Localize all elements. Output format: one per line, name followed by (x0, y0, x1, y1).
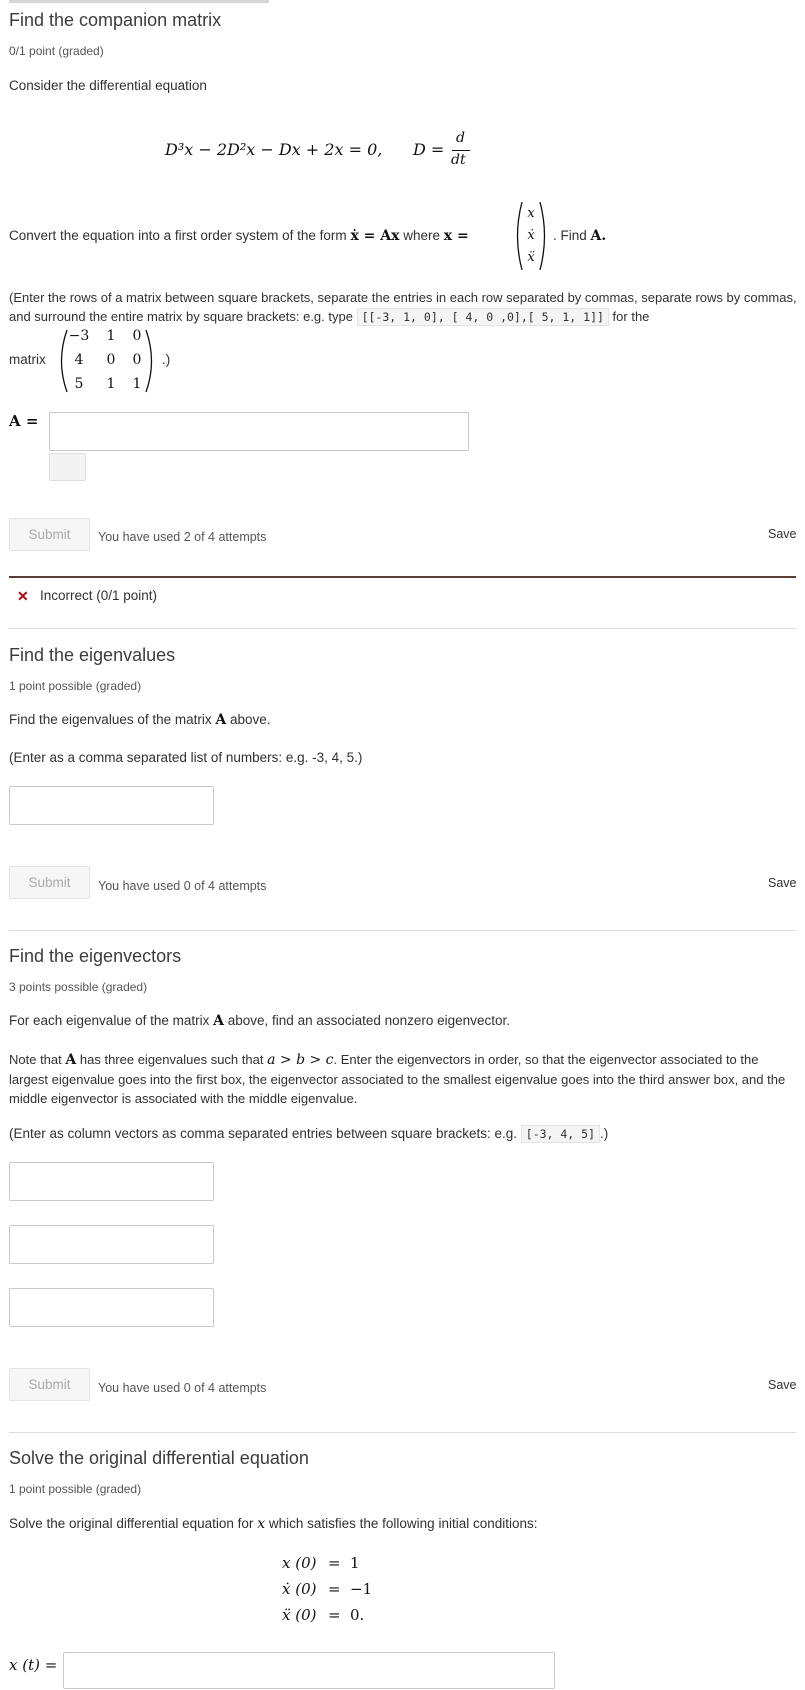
solution-input[interactable] (63, 1652, 555, 1689)
matrix-cell: 5 (74, 376, 84, 392)
save-button[interactable]: Save (768, 527, 797, 541)
preview-box (49, 453, 86, 481)
section-separator (9, 1432, 796, 1433)
initial-condition-rhs: −1 (350, 1580, 373, 1598)
prompt-text-1: For each eigenvalue of the matrix (9, 1013, 210, 1028)
points-label: 1 point possible (graded) (9, 679, 142, 693)
prompt-a: A (213, 1013, 224, 1029)
state-vector-left-paren (512, 200, 524, 272)
convert-equation: ẋ = Ax (350, 228, 400, 244)
section-title-eigenvectors: Find the eigenvectors (9, 946, 182, 966)
find-a: A. (590, 228, 607, 244)
eigenvector-input-3[interactable] (9, 1288, 214, 1327)
initial-condition-lhs: ẋ (0) (282, 1580, 317, 1598)
prompt-text-1: Find the eigenvalues of the matrix (9, 712, 212, 727)
points-label: 3 points possible (graded) (9, 980, 148, 994)
prompt-text-2: above. (230, 712, 271, 727)
convert-text (9, 228, 469, 244)
feedback-separator (9, 576, 796, 578)
eigenvectors-note (9, 1050, 799, 1108)
matrix-answer-input[interactable] (49, 412, 469, 451)
find-text: . Find (553, 228, 587, 243)
initial-condition-lhs: x (0) (282, 1554, 317, 1572)
section-title-solve: Solve the original differential equation (9, 1448, 309, 1468)
convert-text-1: Convert the equation into a first order system of the form (9, 228, 347, 243)
submit-button[interactable]: Submit (9, 1368, 90, 1401)
note-inequality: a > b > c (267, 1052, 334, 1068)
section-title-companion: Find the companion matrix (9, 10, 222, 30)
eigenvector-input-1[interactable] (9, 1162, 214, 1201)
state-vector-xddot: ẍ (527, 250, 535, 265)
equals-sign: = (328, 1554, 341, 1572)
convert-where: where (403, 228, 441, 243)
instruction-code-example: [-3, 4, 5] (521, 1125, 600, 1143)
note-line-2: to the largest eigenvalue goes into the first box, the eigenvector associated to the smallest eigenvalue goes into the third (9, 1052, 759, 1087)
save-button[interactable]: Save (768, 876, 797, 890)
equals-sign: = (328, 1580, 341, 1598)
eigenvectors-instruction (9, 1126, 608, 1141)
note-text-2: has three eigenvalues such that (79, 1052, 264, 1067)
section-separator (9, 930, 796, 931)
instruction-code-example: [[-3, 1, 0], [ 4, 0 ,0],[ 5, 1, 1]] (357, 308, 609, 326)
points-label: 0/1 point (graded) (9, 44, 104, 58)
instruction-text-2: for the (612, 309, 650, 324)
note-text-1: Note that (9, 1052, 62, 1067)
prompt-x: x (257, 1516, 266, 1532)
submit-button[interactable]: Submit (9, 518, 90, 551)
matrix-cell: −3 (68, 328, 90, 344)
eigenvalues-instruction: (Enter as a comma separated list of numbers: e.g. -3, 4, 5.) (9, 750, 363, 765)
matrix-cell: 0 (132, 328, 142, 344)
incorrect-feedback: Incorrect (0/1 point) (40, 588, 158, 603)
matrix-cell: 4 (74, 352, 84, 368)
fraction-bar (452, 150, 470, 151)
differential-equation: D³x − 2D²x − Dx + 2x = 0, (165, 140, 383, 159)
incorrect-icon: ✕ (17, 588, 29, 604)
attempts-text: You have used 2 of 4 attempts (98, 530, 267, 544)
section-separator (9, 628, 796, 629)
instruction-text-1: (Enter as column vectors as comma separated entries between square brackets: e.g. (9, 1126, 517, 1141)
find-a-text (553, 228, 606, 244)
d-definition-den: dt (451, 152, 466, 168)
attempts-text: You have used 0 of 4 attempts (98, 879, 267, 893)
instruction-text-2: .) (600, 1126, 609, 1141)
matrix-cell: 0 (132, 352, 142, 368)
initial-condition-lhs: ẍ (0) (282, 1606, 317, 1624)
submit-button[interactable]: Submit (9, 866, 90, 899)
equals-sign: = (328, 1606, 341, 1624)
attempts-text: You have used 0 of 4 attempts (98, 1381, 267, 1395)
state-vector-xdot: ẋ (527, 228, 535, 243)
note-a: A (65, 1052, 77, 1068)
convert-x: x = (443, 228, 469, 244)
eigenvalues-prompt (9, 712, 271, 728)
solution-label: x (t) = (9, 1656, 58, 1674)
initial-condition-rhs: 1 (350, 1554, 360, 1572)
eigenvalues-input[interactable] (9, 786, 214, 825)
state-vector-x: x (527, 206, 535, 221)
prompt-text-2: above, find an associated nonzero eigenvector. (227, 1013, 510, 1028)
note-line-3: answer box, and the middle eigenvector is associated with the middle eigenvalue. (9, 1072, 786, 1106)
matrix-label: matrix (9, 352, 46, 367)
cropped-header-remnant (9, 0, 269, 3)
prompt-text-1: Solve the original differential equation for (9, 1516, 254, 1531)
points-label: 1 point possible (graded) (9, 1482, 142, 1496)
matrix-cell: 0 (106, 352, 116, 368)
note-text-3: . Enter the eigenvectors in order, so that the eigenvector associated (333, 1052, 723, 1067)
matrix-instruction (9, 288, 799, 327)
answer-a-label: A = (9, 412, 39, 430)
instruction-text-1: (Enter the rows of a matrix between square brackets, separate the entries in each row separated by commas, separate rows by commas, and surround the entire matrix by square brackets: e.g. type (9, 290, 797, 324)
intro-text: Consider the differential equation (9, 78, 207, 93)
state-vector-right-paren (538, 200, 550, 272)
prompt-a: A (215, 712, 227, 728)
section-title-eigenvalues: Find the eigenvalues (9, 645, 176, 665)
matrix-cell: 1 (132, 376, 142, 392)
save-button[interactable]: Save (768, 1378, 797, 1392)
matrix-end: .) (162, 352, 171, 367)
eigenvectors-prompt (9, 1013, 510, 1029)
initial-condition-rhs: 0. (350, 1606, 365, 1624)
matrix-cell: 1 (106, 328, 116, 344)
d-definition-lhs: D = (413, 140, 445, 159)
eigenvector-input-2[interactable] (9, 1225, 214, 1264)
solve-prompt (9, 1516, 538, 1532)
prompt-text-2: which satisfies the following initial conditions: (268, 1516, 538, 1531)
d-definition-num: d (456, 130, 465, 146)
matrix-cell: 1 (106, 376, 116, 392)
example-matrix-right-paren (144, 328, 158, 394)
